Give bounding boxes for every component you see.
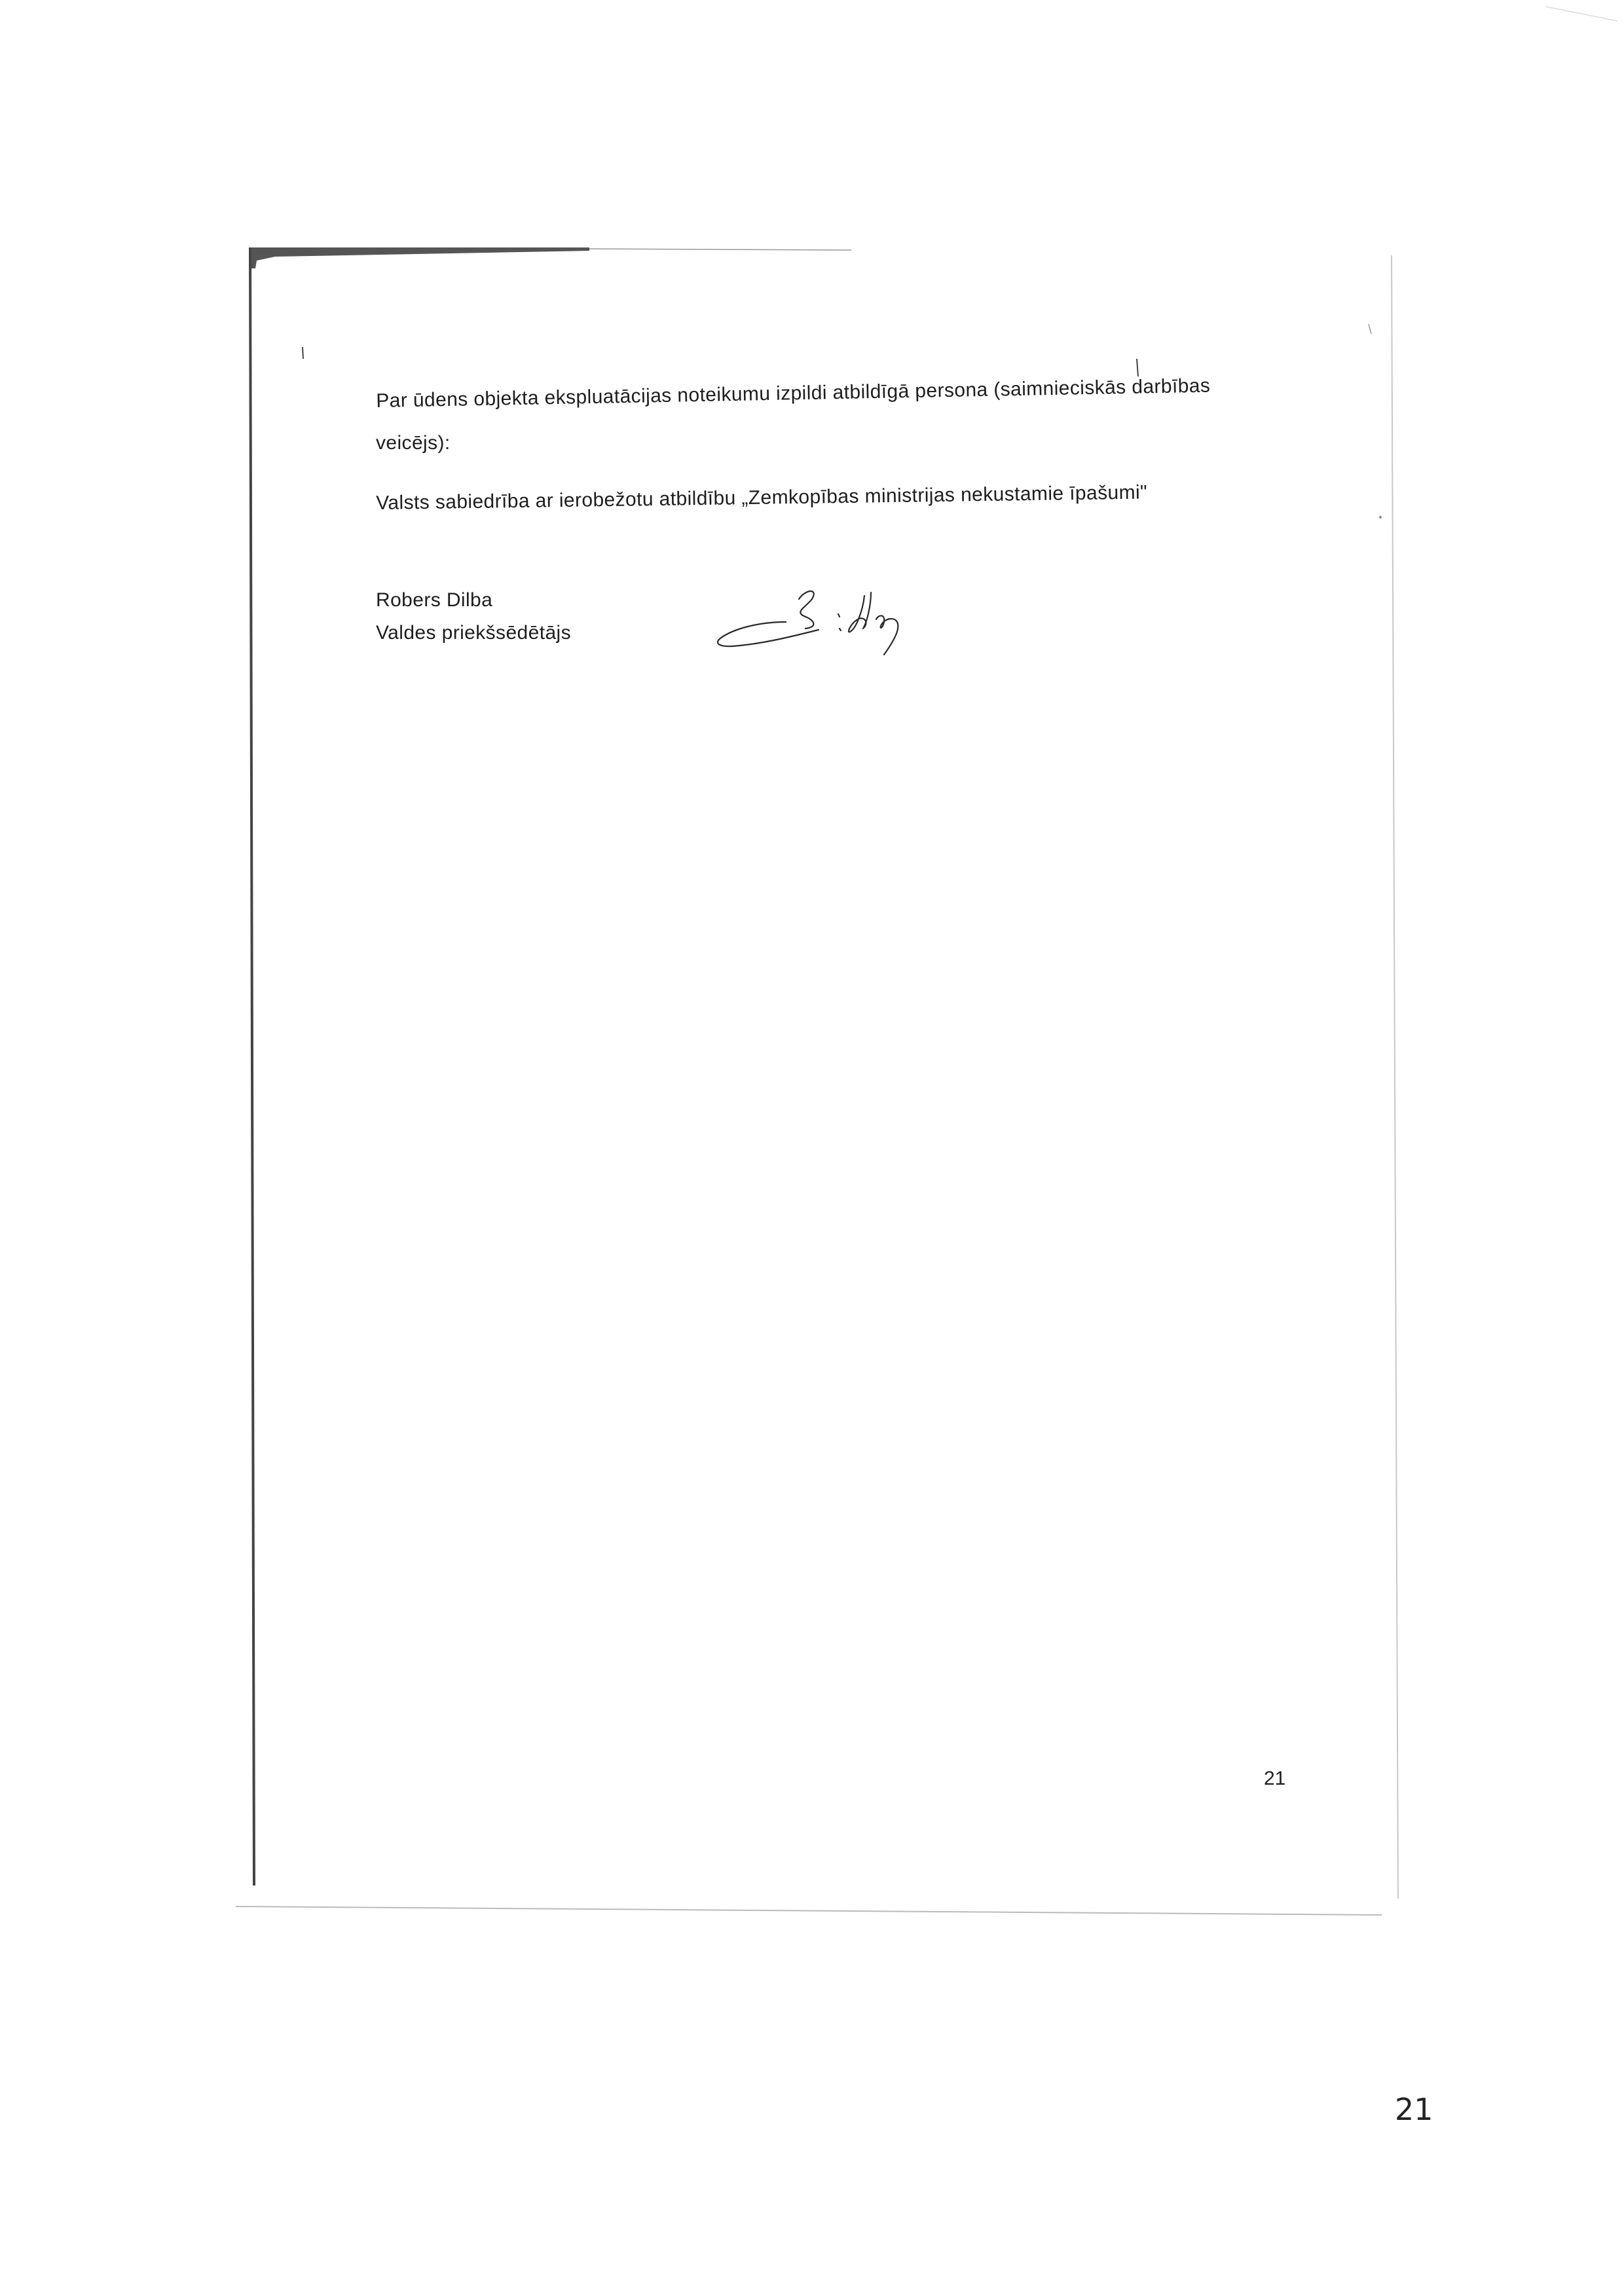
- handwritten-signature: [707, 556, 917, 674]
- responsible-person-heading-line1: Par ūdens objekta ekspluatācijas noteikumu izpildi atbildīgā persona (saimnieciskās darbības: [376, 374, 1211, 412]
- organization-name: Valsts sabiedrība ar ierobežotu atbildību „Zemkopības ministrijas nekustamie īpašumi": [376, 481, 1148, 514]
- responsible-person-heading-line2: veicējs):: [376, 432, 451, 454]
- signatory-name: Robers Dilba: [376, 589, 493, 611]
- inner-page-number: 21: [1264, 1768, 1286, 1789]
- signatory-title: Valdes priekšsēdētājs: [376, 622, 571, 644]
- page-number: 21: [1395, 2092, 1433, 2127]
- scanned-document: [249, 242, 1414, 1918]
